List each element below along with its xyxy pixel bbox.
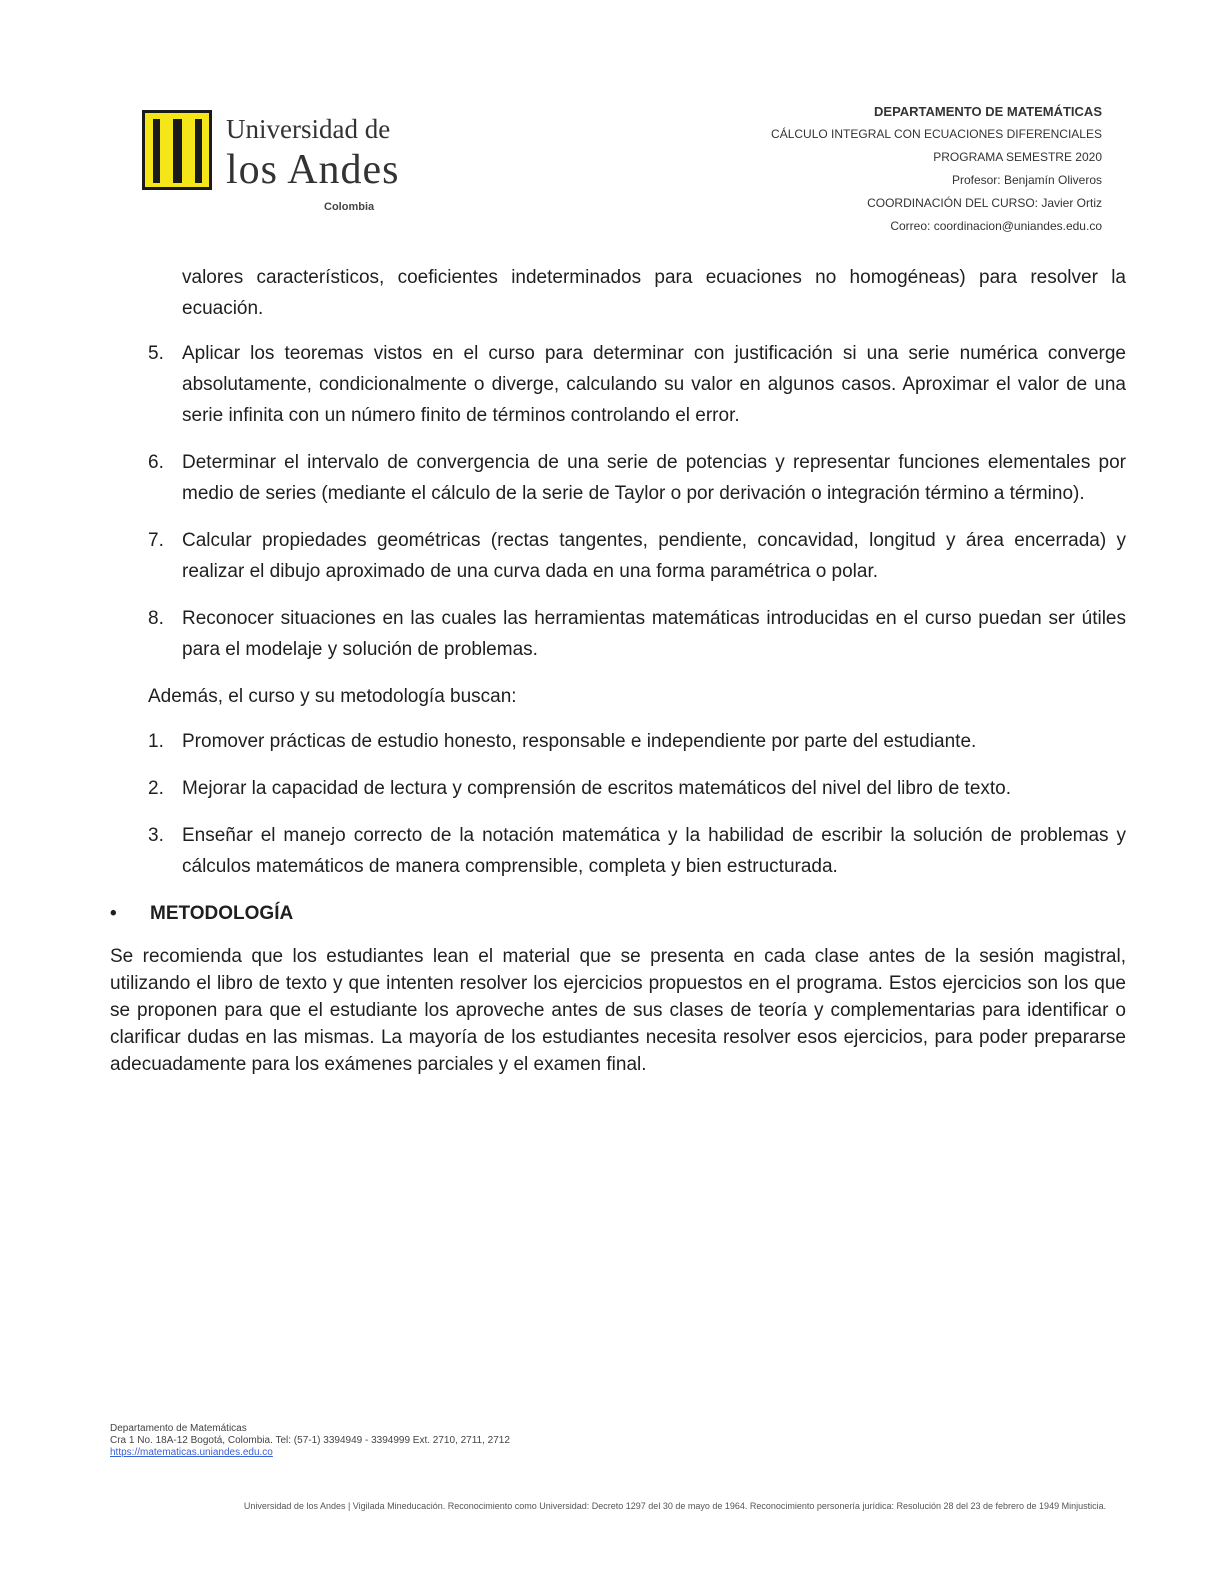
item-text: Calcular propiedades geométricas (rectas tangentes, pendiente, concavidad, longitud y área encerrada) y realizar el dibujo aproximado de una curva dada en una forma paramétrica o polar. <box>182 530 1126 582</box>
section-title: METODOLOGÍA <box>150 903 294 924</box>
logo-text-line1: Universidad de <box>226 114 391 144</box>
objective-item <box>110 447 1126 509</box>
methodology-paragraph: Se recomienda que los estudiantes lean el material que se presenta en cada clase antes de la sesión magistral, utilizando el libro de texto y que intenten resolver los ejercicios propuestos en el programa. Estos ejercicios son los que se proponen para que el estudiante los aproveche antes de sus clases de teoría y complementarias para identificar o clarificar dudas en las mismas. La mayoría de los estudiantes necesita resolver esos ejercicios, para poder prepararse adecuadamente para los exámenes parciales y el examen final. <box>110 946 1126 1075</box>
item-number: 2. <box>148 778 164 799</box>
bullet-icon: • <box>110 903 117 924</box>
item-number: 1. <box>148 731 164 752</box>
aim-item <box>110 726 1126 757</box>
professor-line: Profesor: Benjamín Oliveros <box>951 173 1102 187</box>
aim-item <box>110 773 1126 804</box>
item-text: Reconocer situaciones en las cuales las herramientas matemáticas introducidas en el curso puedan ser útiles para el modelaje y solución de problemas. <box>182 608 1126 660</box>
logo-emblem-icon <box>142 110 212 190</box>
email-line: Correo: coordinacion@uniandes.edu.co <box>890 219 1102 233</box>
item-number: 7. <box>148 530 164 551</box>
document-body <box>110 262 1126 1078</box>
coordination-line: COORDINACIÓN DEL CURSO: Javier Ortiz <box>867 196 1102 210</box>
item-text: Determinar el intervalo de convergencia de una serie de potencias y representar funciones elementales por medio de series (mediante el cálculo de la serie de Taylor o por derivación o integración término a término). <box>182 452 1126 504</box>
university-logo <box>142 108 422 218</box>
website-link[interactable]: https://matematicas.uniandes.edu.co <box>110 1447 273 1458</box>
contact-department: Departamento de Matemáticas <box>110 1423 247 1434</box>
course-name: CÁLCULO INTEGRAL CON ECUACIONES DIFERENCIALES <box>771 127 1102 141</box>
department-header <box>582 100 1102 238</box>
section-heading <box>110 898 1126 929</box>
continuation-paragraph: valores característicos, coeficientes indeterminados para ecuaciones no homogéneas) para resolver la ecuación. <box>182 267 1126 319</box>
contact-address: Cra 1 No. 18A-12 Bogotá, Colombia. Tel: (57-1) 3394949 - 3394999 Ext. 2710, 2711, 2712 <box>110 1435 510 1446</box>
contact-block <box>110 1423 510 1459</box>
logo-text-line3: Colombia <box>324 201 375 213</box>
item-text: Enseñar el manejo correcto de la notación matemática y la habilidad de escribir la solución de problemas y cálculos matemáticos de manera comprensible, completa y bien estructurada. <box>182 825 1126 877</box>
item-number: 6. <box>148 452 164 473</box>
item-number: 3. <box>148 825 164 846</box>
logo-text-line2: los Andes <box>226 147 400 193</box>
legal-footer: Universidad de los Andes | Vigilada Mineducación. Reconocimiento como Universidad: Decreto 1297 del 30 de mayo de 1964. Reconocimiento personería jurídica: Resolución 28 del 23 de febrero de 1949 Minjusticia. <box>243 1501 1107 1511</box>
aim-item <box>110 820 1126 882</box>
program-term: PROGRAMA SEMESTRE 2020 <box>933 150 1102 164</box>
aims-intro: Además, el curso y su metodología buscan: <box>148 686 517 707</box>
objective-item <box>110 603 1126 665</box>
item-text: Aplicar los teoremas vistos en el curso para determinar con justificación si una serie numérica converge absolutamente, condicionalmente o diverge, calculando su valor en algunos casos. Aproximar el valor de una serie infinita con un número finito de términos controlando el error. <box>182 343 1126 426</box>
objective-item <box>110 338 1126 431</box>
objective-item <box>110 525 1126 587</box>
item-text: Mejorar la capacidad de lectura y comprensión de escritos matemáticos del nivel del libro de texto. <box>182 778 1012 799</box>
item-number: 5. <box>148 343 164 364</box>
item-number: 8. <box>148 608 164 629</box>
department-title: DEPARTAMENTO DE MATEMÁTICAS <box>874 104 1102 119</box>
item-text: Promover prácticas de estudio honesto, responsable e independiente por parte del estudiante. <box>182 731 977 752</box>
